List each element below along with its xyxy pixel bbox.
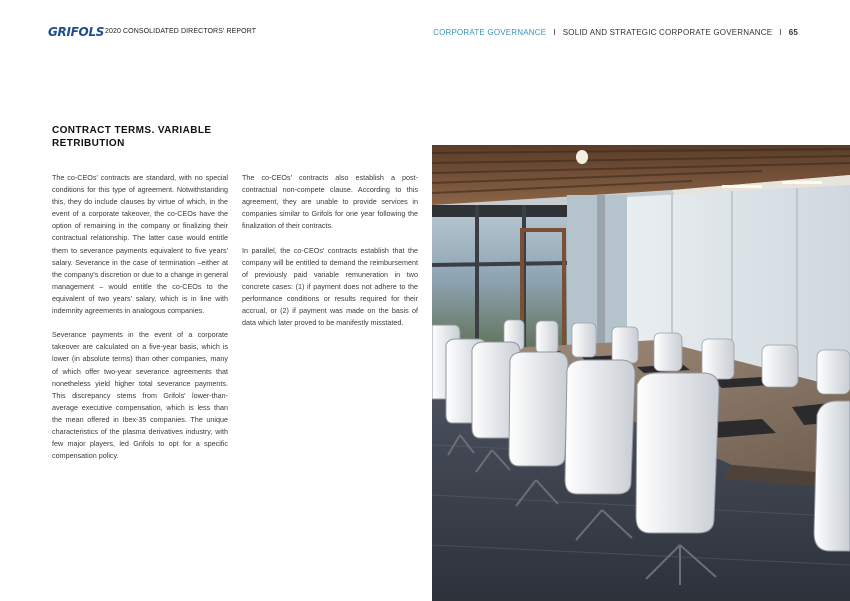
paragraph: Severance payments in the event of a corporate takeover are calculated on a five-year basis, which is lower (in absolute terms) than other companies, many of which offer two-year severance agreements that nonetheless yield higher total severance payments. This discrepancy stems from Grifols' lower-than-average executive compensation, which is less than the mean offered in Ibex-35 companies. The unique characteristics of the plasma derivatives industry, with few major players, led Grifols to opt for a specific compensation policy. bbox=[52, 330, 228, 461]
text-column-2 bbox=[242, 172, 418, 341]
breadcrumb bbox=[433, 28, 798, 37]
text-column-1 bbox=[52, 172, 228, 474]
report-title: 2020 CONSOLIDATED DIRECTORS' REPORT bbox=[105, 28, 257, 35]
breadcrumb-separator: I bbox=[553, 28, 556, 37]
breadcrumb-subsection[interactable]: SOLID AND STRATEGIC CORPORATE GOVERNANCE bbox=[562, 28, 773, 37]
paragraph: In parallel, the co-CEOs' contracts establish that the company will be entitled to demand the reimbursement of previously paid variable remuneration in two concrete cases: (1) if payment does not adhere to the performance conditions or results required for their accrual, or (2) if payment was made on the basis of data which later proved to be manifestly misstated. bbox=[242, 245, 418, 328]
section-heading: CONTRACT TERMS. VARIABLE RETRIBUTION bbox=[52, 125, 212, 149]
breadcrumb-section[interactable]: CORPORATE GOVERNANCE bbox=[433, 28, 547, 37]
page-number: 65 bbox=[788, 28, 798, 37]
grifols-logo: GRIFOLS bbox=[48, 25, 105, 39]
photo-illustration bbox=[432, 145, 850, 601]
paragraph: The co-CEOs' contracts are standard, with no special conditions for this type of agreement. Notwithstanding this, they do include clauses by virtue of which, in the event of a corporate takeover, the co-CEOs have the option of remaining in the company or finalizing their contractual relationship. The latter case would entitle them to severance payments equivalent to five years' salary. Severance in the case of termination –either at the company's discretion or due to a change in general management – would entitle the co-CEOs to the equivalent of two years' salary, which is in line with indemnity agreements in analogous companies. bbox=[52, 173, 228, 316]
paragraph: The co-CEOs' contracts also establish a post-contractual non-compete clause. According to this agreement, they are unable to provide services in companies similar to Grifols for one year following the finalization of their contracts. bbox=[242, 173, 418, 231]
breadcrumb-separator: I bbox=[779, 28, 782, 37]
page-header bbox=[0, 0, 850, 50]
conference-room-photo bbox=[432, 145, 850, 601]
